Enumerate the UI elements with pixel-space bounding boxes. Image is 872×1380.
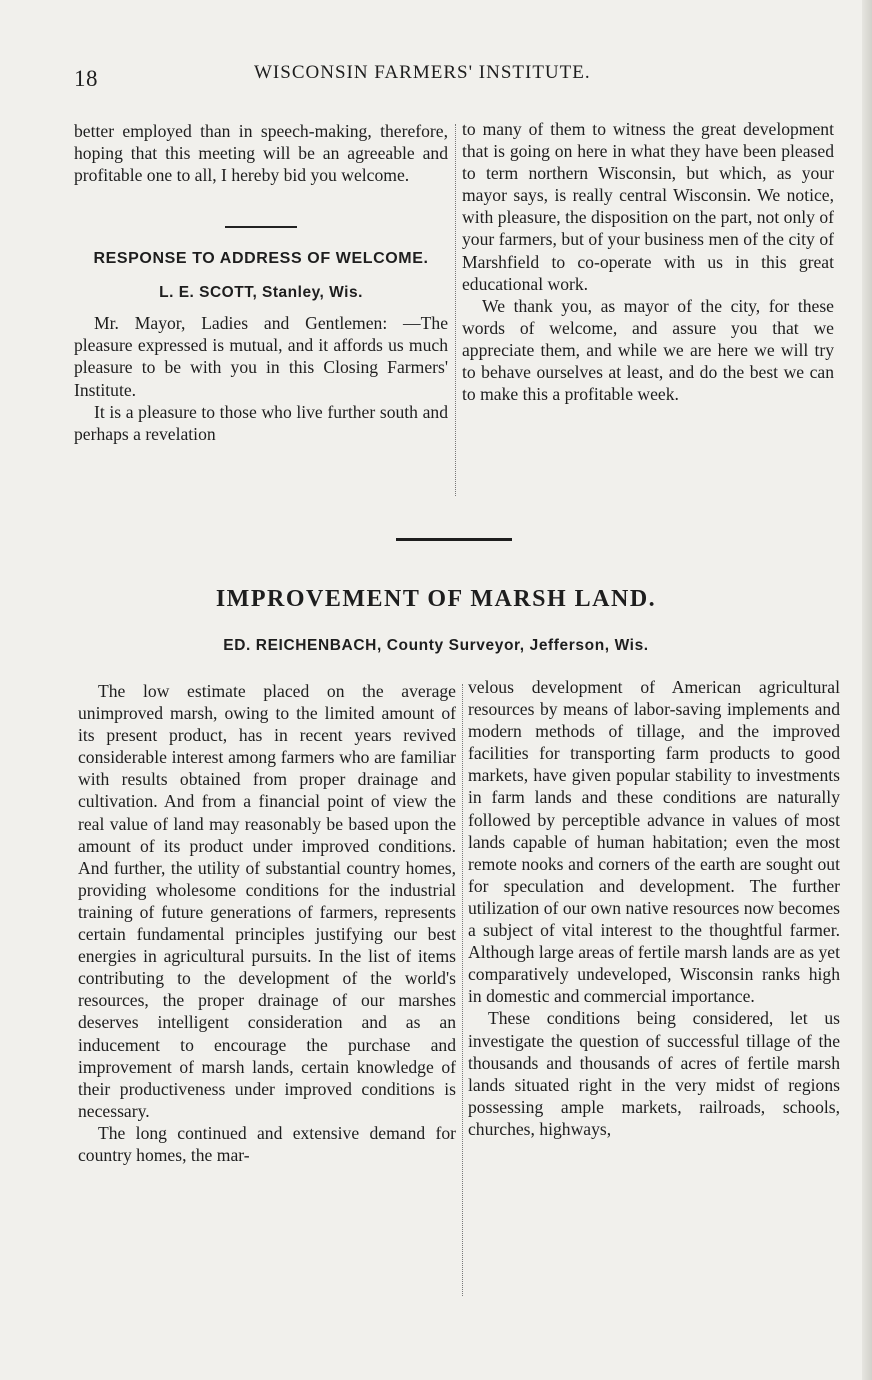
page-edge	[862, 0, 872, 1380]
paragraph: to many of them to witness the great development that is going on here in what they have been pleased to term northern Wisconsin, but which, as your mayor says, is really central Wisconsin. We notice, with pleasure, the disposition on the part, not only of your farmers, but of your business men of the city of Marshfield to co-operate with us in this great educational work.	[462, 119, 834, 294]
paragraph: The low estimate placed on the average unimproved marsh, owing to the limited amount of its present product, has in recent years revived considerable interest among farmers who are familiar with results obtained from proper drainage and cultivation. And from a financial point of view the real value of land may reasonably be based upon the amount of its product under improved conditions. And further, the utility of substantial country homes, providing wholesome conditions for the industrial training of future generations of farmers, represents certain fundamental principles justifying our best energies in agricultural pursuits. In the list of items contributing to the development of the world's resources, the proper drainage of our marshes deserves intelligent consideration and as an inducement to encourage the purchase and improvement of marsh lands, certain knowledge of their productiveness under improved conditions is necessary.	[78, 681, 456, 1121]
paragraph: We thank you, as mayor of the city, for these words of welcome, and assure you that we appreciate them, and while we are here we will try to behave ourselves at least, and do the best we can to make this a profitable week.	[462, 295, 834, 405]
paragraph: These conditions being considered, let us investigate the question of successful tillage of the thousands and thousands of acres of fertile marsh lands situated right in the very midst of regions possessing ample markets, railroads, schools, churches, highways,	[468, 1008, 840, 1139]
paragraph: Mr. Mayor, Ladies and Gentlemen: —The pleasure expressed is mutual, and it affords us much pleasure to be with you in this Closing Farmers' Institute.	[74, 313, 448, 400]
column-divider	[455, 124, 456, 496]
top-right-column	[462, 118, 834, 405]
paragraph: velous development of American agricultural resources by means of labor-saving implements and modern methods of tillage, and the improved facilities for transporting farm products to good markets, have given popular stability to investments in farm lands and these conditions are naturally followed by perceptible advance in values of most lands capable of human habitation; even the most remote nooks and corners of the earth are sought out for speculation and development. The further utilization of our own native resources now becomes a subject of vital interest to the thoughtful farmer. Although large areas of fertile marsh lands are as yet comparatively undeveloped, Wisconsin ranks high in domestic and commercial importance.	[468, 677, 840, 1007]
paragraph: The long continued and extensive demand for country homes, the mar-	[78, 1122, 456, 1165]
article-author: ED. REICHENBACH, County Surveyor, Jefferson, Wis.	[223, 637, 649, 654]
top-left-column	[74, 120, 448, 445]
paragraph: It is a pleasure to those who live further south and perhaps a revelation	[74, 401, 448, 444]
running-title: WISCONSIN FARMERS' INSTITUTE.	[254, 62, 591, 83]
byline: L. E. SCOTT, Stanley, Wis.	[159, 284, 363, 302]
article-left-column	[78, 680, 456, 1166]
page-number: 18	[74, 66, 98, 91]
section-heading: RESPONSE TO ADDRESS OF WELCOME.	[93, 250, 429, 268]
article-title: IMPROVEMENT OF MARSH LAND.	[215, 586, 657, 612]
article-right-column	[468, 676, 840, 1140]
article-separator-rule	[396, 538, 512, 541]
column-divider	[462, 684, 463, 1296]
paragraph: better employed than in speech-making, therefore, hoping that this meeting will be an agreeable and profitable one to all, I hereby bid you welcome.	[74, 121, 448, 186]
